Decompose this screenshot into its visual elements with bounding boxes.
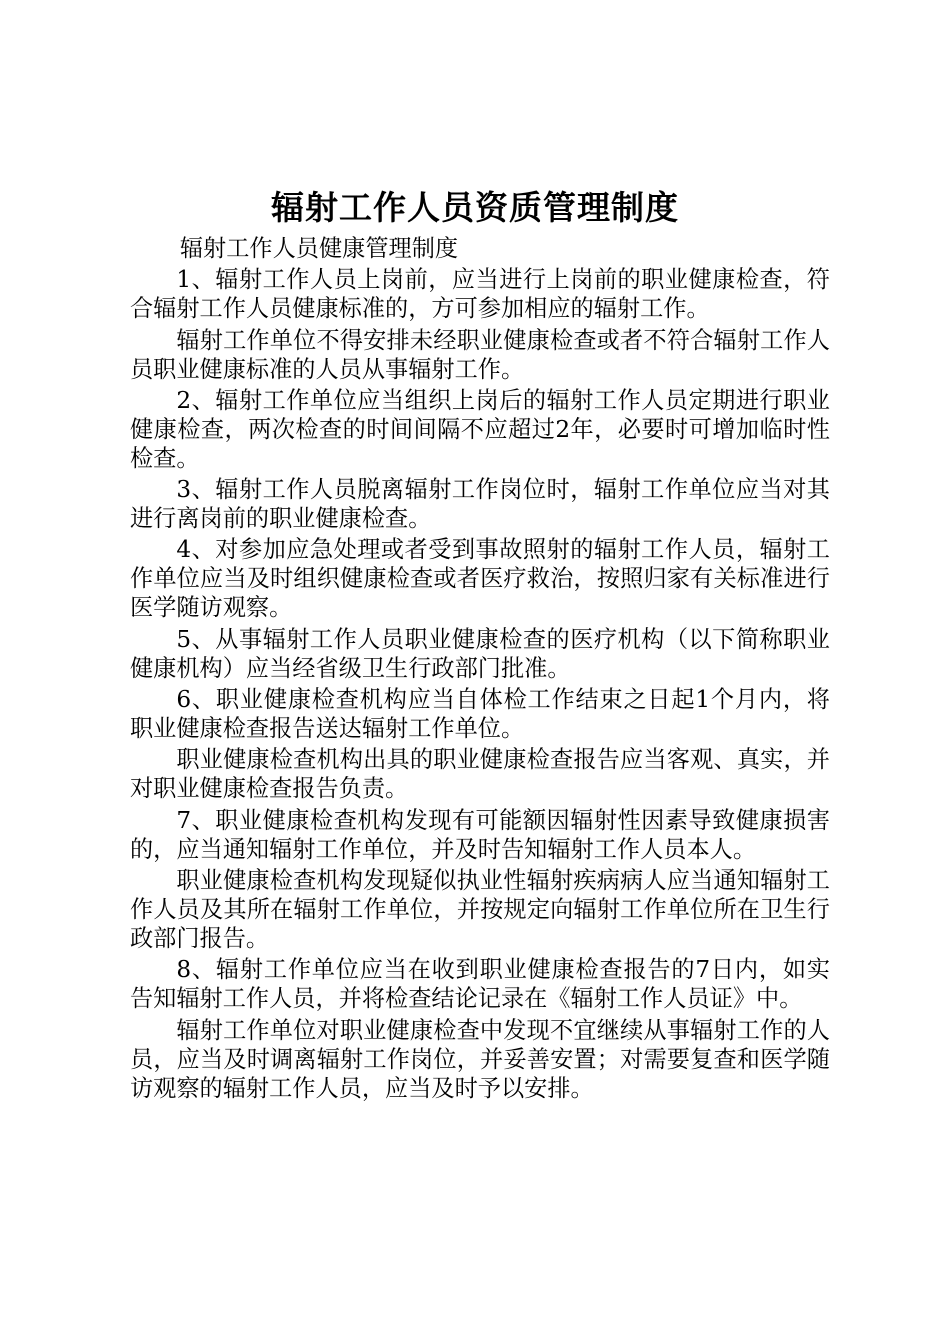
paragraph: 5、从事辐射工作人员职业健康检查的医疗机构（以下简称职业健康机构）应当经省级卫生行政部门批准。 (130, 625, 830, 682)
paragraph: 辐射工作单位对职业健康检查中发现不宜继续从事辐射工作的人员，应当及时调离辐射工作岗位，并妥善安置；对需要复查和医学随访观察的辐射工作人员，应当及时予以安排。 (130, 1016, 830, 1102)
paragraph: 6、职业健康检查机构应当自体检工作结束之日起1个月内，将职业健康检查报告送达辐射工作单位。 (130, 686, 830, 743)
paragraph: 辐射工作单位不得安排未经职业健康检查或者不符合辐射工作人员职业健康标准的人员从事辐射工作。 (130, 326, 830, 383)
document-title: 辐射工作人员资质管理制度 (271, 188, 679, 227)
paragraph: 2、辐射工作单位应当组织上岗后的辐射工作人员定期进行职业健康检查，两次检查的时间间隔不应超过2年，必要时可增加临时性检查。 (130, 386, 830, 472)
document-body (130, 234, 830, 1103)
paragraph: 3、辐射工作人员脱离辐射工作岗位时，辐射工作单位应当对其进行离岗前的职业健康检查。 (130, 476, 830, 533)
paragraph: 4、对参加应急处理或者受到事故照射的辐射工作人员，辐射工作单位应当及时组织健康检查或者医疗救治，按照归家有关标准进行医学随访观察。 (130, 536, 830, 622)
section-subheading: 辐射工作人员健康管理制度 (179, 235, 459, 262)
paragraph: 8、辐射工作单位应当在收到职业健康检查报告的7日内，如实告知辐射工作人员，并将检查结论记录在《辐射工作人员证》中。 (130, 956, 830, 1013)
paragraph: 职业健康检查机构发现疑似执业性辐射疾病病人应当通知辐射工作人员及其所在辐射工作单位，并按规定向辐射工作单位所在卫生行政部门报告。 (130, 866, 830, 952)
paragraph: 职业健康检查机构出具的职业健康检查报告应当客观、真实，并对职业健康检查报告负责。 (130, 746, 830, 803)
paragraph: 7、职业健康检查机构发现有可能额因辐射性因素导致健康损害的，应当通知辐射工作单位，并及时告知辐射工作人员本人。 (130, 806, 830, 863)
paragraph: 1、辐射工作人员上岗前，应当进行上岗前的职业健康检查，符合辐射工作人员健康标准的，方可参加相应的辐射工作。 (130, 266, 830, 323)
